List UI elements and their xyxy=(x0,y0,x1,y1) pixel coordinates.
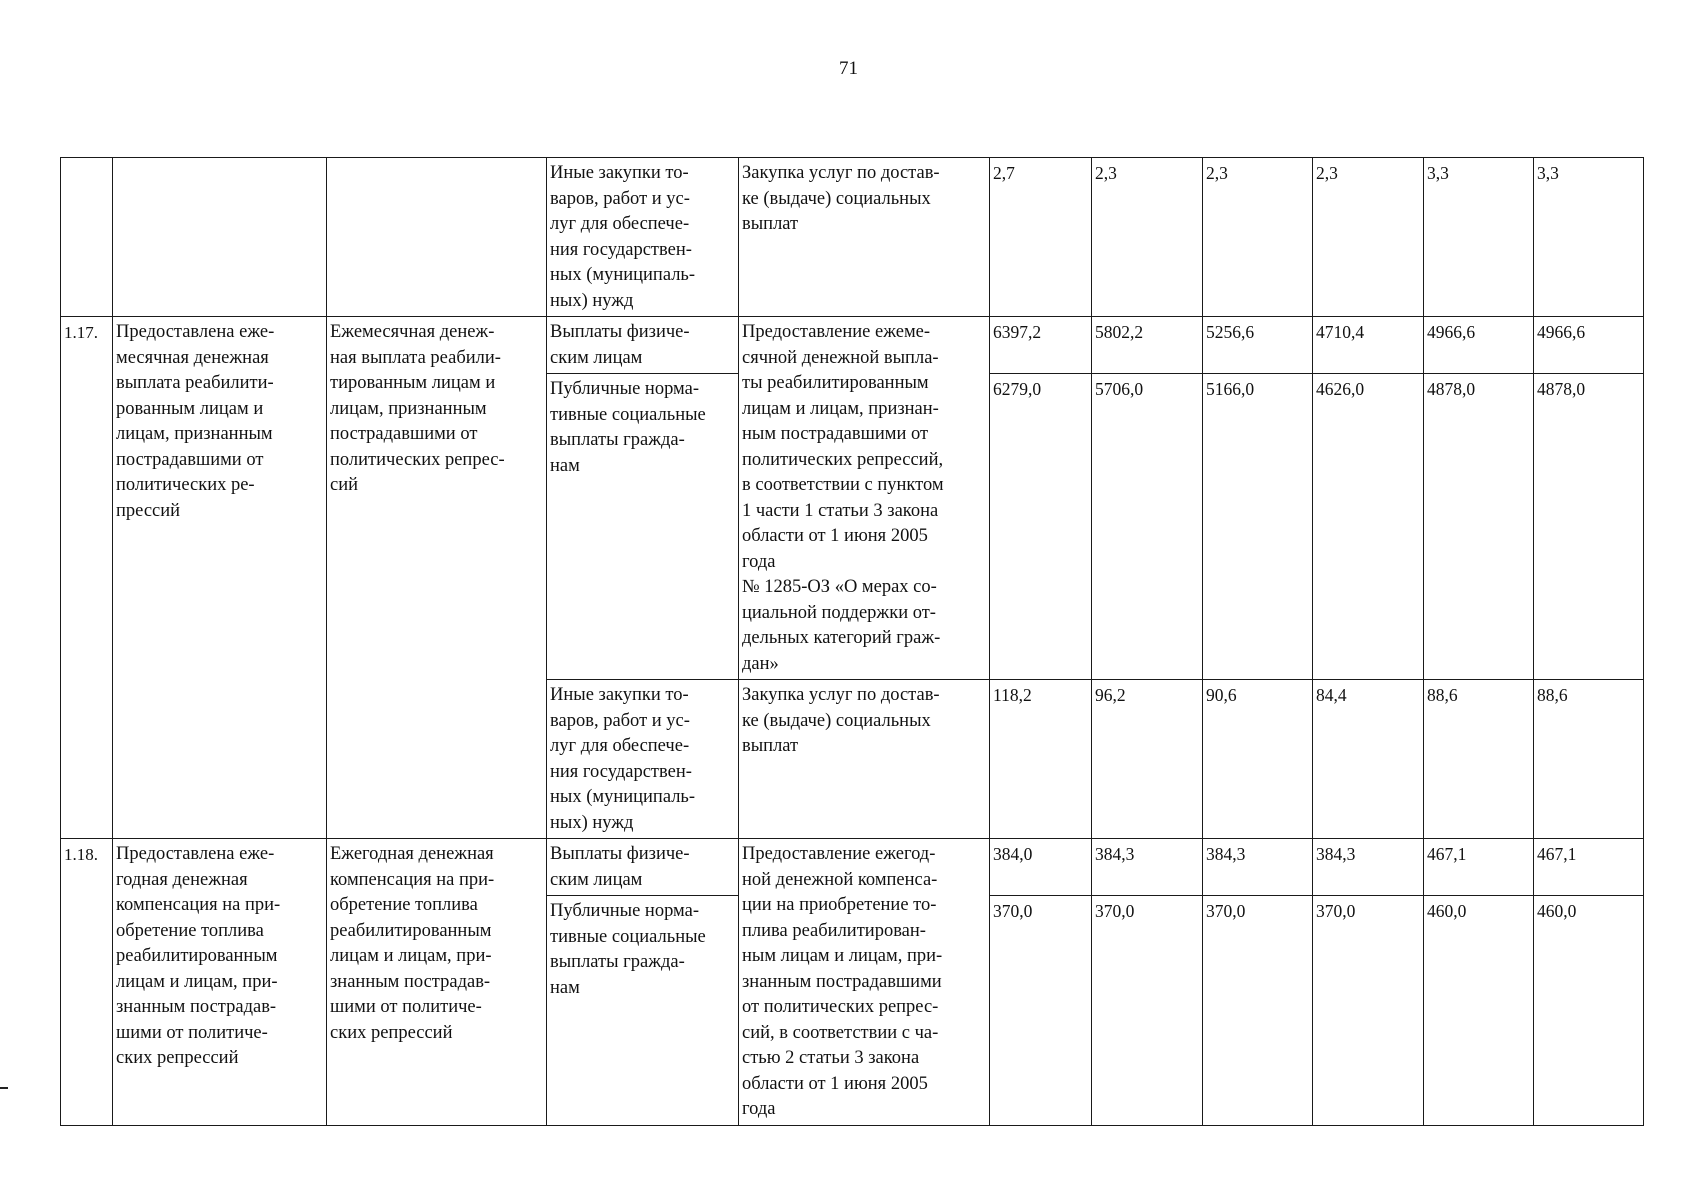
text-line: выплат xyxy=(742,214,799,234)
text-line: выплата реабилити- xyxy=(116,373,274,393)
text-line: годная денежная xyxy=(116,869,248,890)
description-cell xyxy=(739,839,990,1126)
text-line: реабилитированным xyxy=(330,920,492,941)
text-line: ским лицам xyxy=(550,347,643,368)
value-cell: 370,0 xyxy=(1203,896,1313,1126)
expense-type-cell xyxy=(547,317,739,374)
text-line: дан» xyxy=(742,653,779,674)
value-cell: 3,3 xyxy=(1424,158,1534,317)
text-line: Ежемесячная денеж- xyxy=(330,322,495,342)
table-row xyxy=(61,317,1644,374)
text-line: ке (выдаче) социальных xyxy=(742,188,931,209)
text-line: № 1285-ОЗ «О мерах со- xyxy=(742,577,937,597)
description-cell xyxy=(739,680,990,839)
text-line: ным лицам и лицам, при- xyxy=(742,946,943,966)
text-line: лицам и лицам, признан- xyxy=(742,398,939,419)
text-line: политических репрес- xyxy=(330,449,505,470)
text-line: пострадавшими от xyxy=(116,449,264,470)
value-cell: 3,3 xyxy=(1534,158,1644,317)
text-line: Иные закупки то- xyxy=(550,163,689,183)
text-line: нам xyxy=(550,977,580,998)
text-line: луг для обеспече- xyxy=(550,736,690,756)
text-line: ных (муниципаль- xyxy=(550,265,696,285)
value-cell: 5706,0 xyxy=(1092,374,1203,680)
text-line: Закупка услуг по достав- xyxy=(742,163,940,183)
text-line: сий, в соответствии с ча- xyxy=(742,1022,939,1043)
text-line: Публичные норма- xyxy=(550,901,699,921)
value-cell: 6397,2 xyxy=(990,317,1092,374)
measure-cell xyxy=(327,158,547,317)
value-cell: 2,7 xyxy=(990,158,1092,317)
result-cell xyxy=(113,839,327,1126)
text-line: года xyxy=(742,551,776,572)
value-cell: 5166,0 xyxy=(1203,374,1313,680)
text-line: знанным пострадав- xyxy=(330,971,491,992)
value-cell: 4878,0 xyxy=(1534,374,1644,680)
margin-mark xyxy=(0,1087,8,1089)
value-cell: 384,3 xyxy=(1313,839,1424,896)
text-line: обретение топлива xyxy=(116,920,264,941)
text-line: лицам и лицам, при- xyxy=(116,971,278,992)
text-line: циальной поддержки от- xyxy=(742,602,936,623)
text-line: Ежегодная денежная xyxy=(330,844,494,864)
text-line: шими от политиче- xyxy=(116,1022,268,1043)
text-line: 1 части 1 статьи 3 закона xyxy=(742,500,939,521)
text-line: компенсация на при- xyxy=(330,869,495,890)
expense-type-cell xyxy=(547,158,739,317)
expense-type-cell xyxy=(547,680,739,839)
text-line: Публичные норма- xyxy=(550,379,699,399)
text-line: выплат xyxy=(742,736,799,756)
row-number-cell: 1.17. xyxy=(61,317,113,839)
value-cell: 460,0 xyxy=(1424,896,1534,1126)
text-line: знанным пострадав- xyxy=(116,997,277,1017)
value-cell: 96,2 xyxy=(1092,680,1203,839)
value-cell: 467,1 xyxy=(1424,839,1534,896)
value-cell: 4626,0 xyxy=(1313,374,1424,680)
description-cell xyxy=(739,158,990,317)
text-line: стью 2 статьи 3 закона xyxy=(742,1048,920,1068)
text-line: от политических репрес- xyxy=(742,997,939,1017)
value-cell: 370,0 xyxy=(1092,896,1203,1126)
value-cell: 5802,2 xyxy=(1092,317,1203,374)
table-row xyxy=(61,839,1644,896)
text-line: варов, работ и ус- xyxy=(550,710,690,731)
result-cell xyxy=(113,158,327,317)
text-line: луг для обеспече- xyxy=(550,214,690,234)
text-line: ке (выдаче) социальных xyxy=(742,710,931,731)
text-line: пострадавшими от xyxy=(330,424,478,444)
value-cell: 5256,6 xyxy=(1203,317,1313,374)
text-line: прессий xyxy=(116,500,181,521)
text-line: года xyxy=(742,1099,776,1119)
description-cell xyxy=(739,317,990,680)
text-line: ским лицам xyxy=(550,869,643,890)
text-line: реабилитированным xyxy=(116,946,278,966)
value-cell: 467,1 xyxy=(1534,839,1644,896)
text-line: ной денежной компенса- xyxy=(742,869,938,890)
measure-cell xyxy=(327,839,547,1126)
text-line: тивные социальные xyxy=(550,926,706,947)
text-line: ная выплата реабили- xyxy=(330,347,501,368)
text-line: варов, работ и ус- xyxy=(550,188,690,209)
text-line: лицам, признанным xyxy=(330,398,487,419)
text-line: политических репрессий, xyxy=(742,449,944,470)
text-line: ния государствен- xyxy=(550,239,692,260)
value-cell: 370,0 xyxy=(1313,896,1424,1126)
value-cell: 4710,4 xyxy=(1313,317,1424,374)
text-line: тированным лицам и xyxy=(330,373,496,393)
text-line: ции на приобретение то- xyxy=(742,895,937,915)
text-line: обретение топлива xyxy=(330,895,478,915)
text-line: лицам и лицам, при- xyxy=(330,946,492,966)
value-cell: 84,4 xyxy=(1313,680,1424,839)
value-cell: 460,0 xyxy=(1534,896,1644,1126)
text-line: шими от политиче- xyxy=(330,997,482,1017)
text-line: дельных категорий граж- xyxy=(742,628,941,648)
expense-type-cell xyxy=(547,896,739,1126)
text-line: Предоставлена еже- xyxy=(116,844,275,864)
text-line: в соответствии с пунктом xyxy=(742,475,944,495)
text-line: ных) нужд xyxy=(550,290,634,311)
value-cell: 6279,0 xyxy=(990,374,1092,680)
value-cell: 4878,0 xyxy=(1424,374,1534,680)
text-line: политических ре- xyxy=(116,475,255,495)
text-line: Иные закупки то- xyxy=(550,685,689,705)
text-line: компенсация на при- xyxy=(116,895,281,915)
expense-type-cell xyxy=(547,374,739,680)
measure-cell xyxy=(327,317,547,839)
value-cell: 2,3 xyxy=(1313,158,1424,317)
text-line: плива реабилитирован- xyxy=(742,920,926,941)
text-line: ских репрессий xyxy=(330,1022,453,1043)
text-line: ных) нужд xyxy=(550,812,634,833)
text-line: знанным пострадавшими xyxy=(742,971,942,992)
text-line: области от 1 июня 2005 xyxy=(742,1073,928,1094)
text-line: лицам, признанным xyxy=(116,424,273,444)
value-cell: 370,0 xyxy=(990,896,1092,1126)
text-line: Предоставлена еже- xyxy=(116,322,275,342)
text-line: Выплаты физиче- xyxy=(550,322,690,342)
text-line: Закупка услуг по достав- xyxy=(742,685,940,705)
value-cell: 2,3 xyxy=(1203,158,1313,317)
result-cell xyxy=(113,317,327,839)
text-line: сячной денежной выпла- xyxy=(742,347,939,368)
value-cell: 384,3 xyxy=(1203,839,1313,896)
value-cell: 384,3 xyxy=(1092,839,1203,896)
text-line: ния государствен- xyxy=(550,761,692,782)
text-line: Предоставление ежеме- xyxy=(742,322,931,342)
value-cell: 88,6 xyxy=(1424,680,1534,839)
value-cell: 90,6 xyxy=(1203,680,1313,839)
text-line: тивные социальные xyxy=(550,404,706,425)
row-number-cell xyxy=(61,158,113,317)
page-number: 71 xyxy=(839,58,858,79)
text-line: ты реабилитированным xyxy=(742,373,929,393)
text-line: месячная денежная xyxy=(116,347,269,368)
text-line: нам xyxy=(550,455,580,476)
table-row xyxy=(61,158,1644,317)
budget-table xyxy=(60,157,1644,1126)
value-cell: 2,3 xyxy=(1092,158,1203,317)
text-line: области от 1 июня 2005 xyxy=(742,526,928,546)
row-number-cell: 1.18. xyxy=(61,839,113,1126)
value-cell: 4966,6 xyxy=(1424,317,1534,374)
expense-type-cell xyxy=(547,839,739,896)
text-line: рованным лицам и xyxy=(116,398,264,419)
text-line: ных (муниципаль- xyxy=(550,787,696,807)
text-line: Предоставление ежегод- xyxy=(742,844,936,864)
text-line: сий xyxy=(330,475,359,495)
value-cell: 4966,6 xyxy=(1534,317,1644,374)
text-line: выплаты гражда- xyxy=(550,952,685,972)
text-line: выплаты гражда- xyxy=(550,430,685,450)
value-cell: 88,6 xyxy=(1534,680,1644,839)
text-line: ских репрессий xyxy=(116,1048,239,1068)
text-line: Выплаты физиче- xyxy=(550,844,690,864)
text-line: ным пострадавшими от xyxy=(742,424,929,444)
value-cell: 384,0 xyxy=(990,839,1092,896)
value-cell: 118,2 xyxy=(990,680,1092,839)
